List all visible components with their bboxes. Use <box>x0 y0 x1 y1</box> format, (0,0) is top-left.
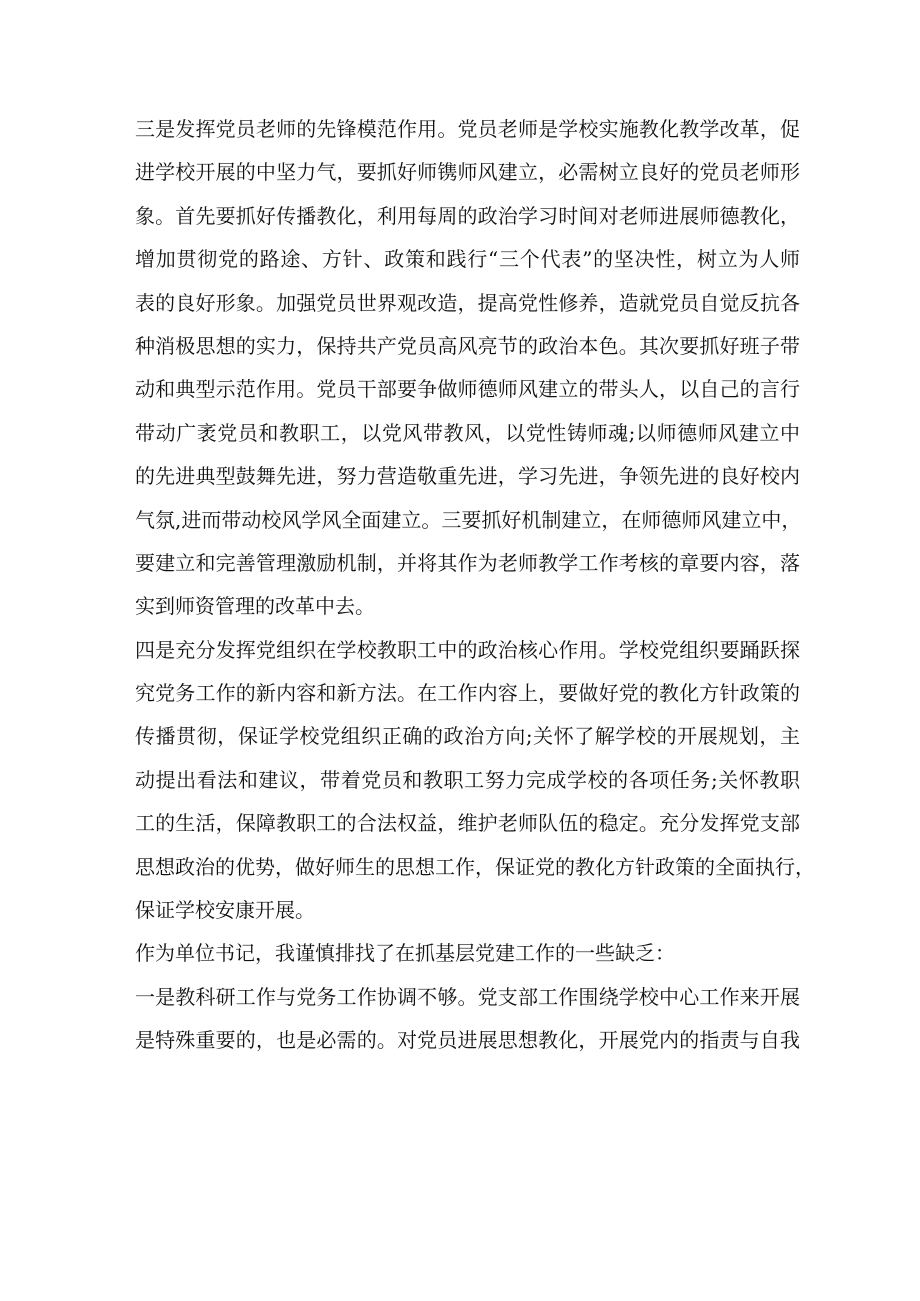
text-line: 实到师资管理的改革中去。 <box>135 594 375 619</box>
text-line: 象。首先要抓好传播教化，利用每周的政治学习时间对老师进展师德教化， <box>135 203 800 228</box>
text-line: 要建立和完善管理激励机制，并将其作为老师教学工作考核的章要内容，落 <box>135 550 800 575</box>
text-line: 作为单位书记，我谨慎排找了在抓基层党建工作的一些缺乏： <box>135 941 675 966</box>
text-line: 表的良好形象。加强党员世界观改造，提高党性修养，造就党员自觉反抗各 <box>135 290 800 315</box>
text-line: 种消极思想的实力，保持共产党员高风亮节的政治本色。其次要抓好班子带 <box>135 333 800 358</box>
text-line: 传播贯彻，保证学校党组织正确的政治方向;关怀了解学校的开展规划，主 <box>135 724 800 749</box>
text-line: 一是教科研工作与党务工作协调不够。党支部工作围绕学校中心工作来开展 <box>135 984 800 1009</box>
text-line: 四是充分发挥党组织在学校教职工中的政治核心作用。学校党组织要踊跃探 <box>135 637 800 662</box>
text-line: 带动广袤党员和教职工，以党风带教风，以党性铸师魂;以师德师风建立中 <box>135 420 800 445</box>
text-line: 究党务工作的新内容和新方法。在工作内容上，要做好党的教化方针政策的 <box>135 681 800 706</box>
text-line: 三是发挥党员老师的先锋模范作用。党员老师是学校实施教化教学改革，促 <box>135 117 800 141</box>
text-line: 保证学校安康开展。 <box>135 898 315 923</box>
text-line: 进学校开展的中坚力气，要抓好师镌师风建立，必需树立良好的党员老师形 <box>135 160 800 185</box>
text-line: 是特殊重要的，也是必需的。对党员进展思想教化，开展党内的指责与自我 <box>135 1028 800 1053</box>
text-line: 思想政治的优势，做好师生的思想工作，保证党的教化方针政策的全面执行， <box>135 854 815 879</box>
text-line: 动和典型示范作用。党员干部要争做师德师风建立的带头人，以自己的言行 <box>135 377 800 402</box>
text-line: 的先进典型鼓舞先进，努力营造敬重先进，学习先进，争领先进的良好校内 <box>135 464 800 489</box>
text-line: 动提出看法和建议，带着党员和教职工努力完成学校的各项任务;关怀教职 <box>135 767 800 792</box>
text-line: 气氛,进而带动校风学风全面建立。三要抓好机制建立，在师德师风建立中， <box>135 507 802 532</box>
text-line: 增加贯彻党的路途、方针、政策和践行“三个代表”的坚决性，树立为人师 <box>135 247 800 272</box>
text-line: 工的生活，保障教职工的合法权益，维护老师队伍的稳定。充分发挥党支部 <box>135 811 800 836</box>
body-text <box>135 108 815 1063</box>
